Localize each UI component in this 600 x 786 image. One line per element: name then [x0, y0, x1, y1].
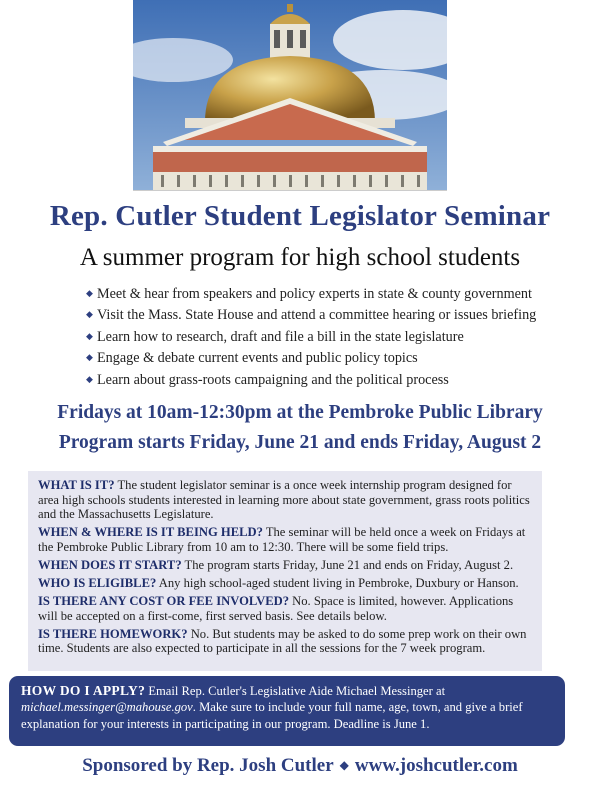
list-item: ◆ Visit the Mass. State House and attend a committee hearing or issues briefing — [86, 304, 536, 325]
diamond-bullet-icon: ◆ — [86, 330, 93, 341]
list-item: ◆ Meet & hear from speakers and policy experts in state & county government — [86, 283, 536, 304]
faq-item — [38, 627, 532, 656]
diamond-bullet-icon: ◆ — [86, 288, 93, 298]
page-title: Rep. Cutler Student Legislator Seminar — [49, 200, 551, 232]
sponsor-line — [0, 755, 600, 777]
diamond-bullet-icon: ◆ — [86, 352, 93, 363]
faq-question: IS THERE HOMEWORK? — [38, 626, 188, 641]
faq-answer: No. But students may be asked to do some prep work on their own time. Students are also expected to participate in all the sessions for the 7 week program. — [38, 626, 527, 656]
list-item: ◆ Engage & debate current events and public policy topics — [86, 347, 536, 368]
state-house-dome-photo — [133, 0, 447, 191]
diamond-bullet-icon: ◆ — [86, 373, 93, 384]
faq-item — [38, 576, 532, 591]
apply-text-continued: . Make sure to include your full name, age, town, and give a brief explanation for your interests in participating in our program. Deadline is June 1. — [21, 700, 523, 731]
list-item: ◆ Learn how to research, draft and file a bill in the state legislature — [86, 326, 536, 347]
diamond-bullet-icon: ◆ — [86, 309, 93, 320]
highlights-list — [86, 283, 536, 390]
apply-email-link[interactable]: michael.messinger@mahouse.gov — [21, 700, 193, 715]
faq-answer: The student legislator seminar is a once week internship program designed for area high schools students interested in learning more about state government, grass roots politics and the Massachusetts Legislature. — [38, 478, 530, 522]
schedule-dates: Program starts Friday, June 21 and ends Friday, August 2 — [58, 432, 542, 453]
faq-answer: No. Space is limited, however. Applications will be accepted on a first-come, first served basis. See details below. — [38, 594, 514, 623]
faq-question: WHEN DOES IT START? — [38, 557, 182, 572]
website-link[interactable]: www.joshcutler.com — [354, 755, 518, 776]
faq-panel — [28, 471, 542, 671]
faq-answer: Any high school-aged student living in Pembroke, Duxbury or Hanson. — [158, 576, 519, 591]
faq-answer: The program starts Friday, June 21 and ends on Friday, August 2. — [184, 557, 514, 572]
list-item: ◆ Learn about grass-roots campaigning and the political process — [86, 369, 536, 390]
faq-item — [38, 558, 532, 573]
faq-answer: The seminar will be held once a week on Fridays at the Pembroke Public Library from 10 am to 12:30. There will be some field trips. — [38, 525, 526, 554]
faq-question: IS THERE ANY COST OR FEE INVOLVED? — [38, 594, 289, 609]
faq-item — [38, 478, 532, 522]
apply-panel — [9, 676, 565, 746]
faq-question: WHAT IS IT? — [38, 478, 115, 492]
faq-question: WHEN & WHERE IS IT BEING HELD? — [38, 525, 263, 540]
page-subtitle: A summer program for high school students — [79, 244, 521, 271]
diamond-separator-icon: ◆ — [339, 758, 349, 772]
apply-heading: HOW DO I APPLY? — [21, 683, 146, 698]
sponsor-label: Sponsored by Rep. Josh Cutler — [82, 755, 334, 776]
faq-question: WHO IS ELIGIBLE? — [38, 576, 157, 591]
schedule-time-location: Fridays at 10am-12:30pm at the Pembroke Public Library — [57, 402, 543, 423]
faq-item — [38, 594, 532, 623]
faq-item — [38, 525, 532, 554]
apply-text: Email Rep. Cutler's Legislative Aide Michael Messinger at — [148, 684, 446, 698]
